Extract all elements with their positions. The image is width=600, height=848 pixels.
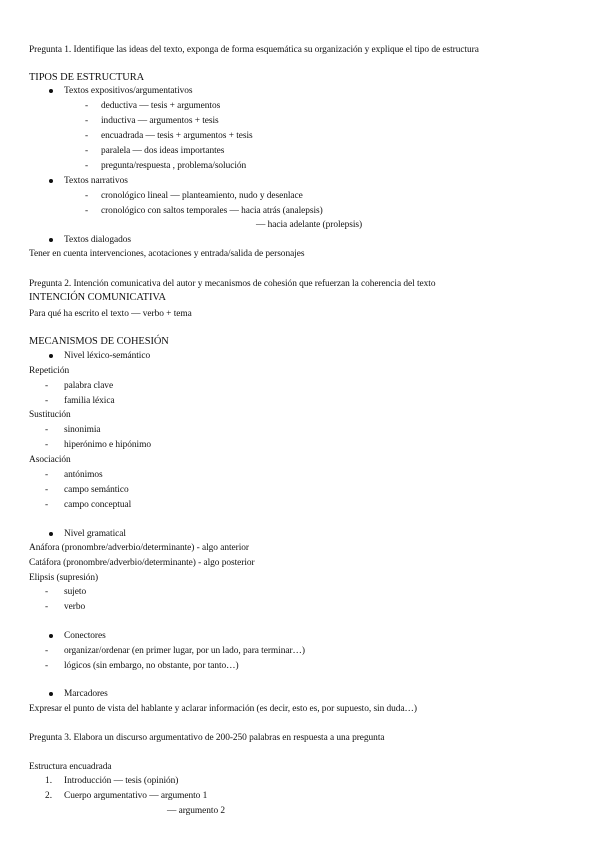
list-item: sinonimia [64,425,101,435]
list-item: lógicos (sin embargo, no obstante, por tanto…) [64,661,239,671]
dash-marker: - [45,470,49,480]
list-item: cronológico con saltos temporales — hacia atrás (analepsis) [101,206,323,216]
substitution-label: Sustitución [29,410,71,420]
list-item: cronológico lineal — planteamiento, nudo y desenlace [101,191,303,201]
dash-marker: - [45,602,49,612]
list-item: palabra clave [64,381,114,391]
association-label: Asociación [29,455,71,465]
dash-marker: - [85,116,89,126]
bullet-dot [49,179,53,183]
list-item: familia léxica [64,396,115,406]
dash-marker: - [45,500,49,510]
bullet-dot [49,634,53,638]
list-item: campo semántico [64,485,129,495]
list-item: antónimos [64,470,103,480]
dash-marker: - [45,485,49,495]
dash-marker: - [85,206,89,216]
intention-text: Para qué ha escrito el texto — verbo + tema [29,309,192,319]
dash-marker: - [45,661,49,671]
numbered-item: Cuerpo argumentativo — argumento 1 [64,791,208,801]
dash-marker: - [85,131,89,141]
list-item: inductiva — argumentos + tesis [101,116,219,126]
markers-text: Expresar el punto de vista del hablante y aclarar información (es decir, esto es, por supuesto, sin duda…) [29,704,417,714]
intention-heading: INTENCIÓN COMUNICATIVA [29,292,166,303]
dash-marker: - [45,425,49,435]
anaphora-text: Anáfora (pronombre/adverbio/determinante) - algo anterior [29,543,249,553]
connectors-label: Conectores [64,631,106,641]
structure-types-heading: TIPOS DE ESTRUCTURA [29,72,145,83]
dialogue-label: Textos dialogados [64,235,131,245]
dash-marker: - [45,646,49,656]
bullet-dot [49,532,53,536]
dash-marker: - [45,587,49,597]
bullet-dot [49,89,53,93]
bullet-dot [49,354,53,358]
lexical-level-label: Nivel léxico-semántico [64,351,151,361]
numbered-item: Introducción — tesis (opinión) [64,776,179,786]
grammatical-level-label: Nivel gramatical [64,529,126,539]
question-3-prompt: Pregunta 3. Elabora un discurso argumentativo de 200-250 palabras en respuesta a una pregunta [29,733,385,743]
structure-label: Estructura encuadrada [29,762,112,772]
list-item: organizar/ordenar (en primer lugar, por un lado, para terminar…) [64,646,305,656]
mechanisms-heading: MECANISMOS DE COHESIÓN [29,336,169,347]
ellipsis-label: Elipsis (supresión) [29,573,99,583]
narrative-label: Textos narrativos [64,176,128,186]
markers-label: Marcadores [64,689,108,699]
dash-marker: - [85,161,89,171]
list-item-continuation: — hacia adelante (prolepsis) [256,220,363,230]
question-1-prompt: Pregunta 1. Identifique las ideas del texto, exponga de forma esquemática su organización y explique el tipo de estructura [29,45,479,55]
list-item: pregunta/respuesta , problema/solución [101,161,247,171]
dash-marker: - [85,146,89,156]
dash-marker: - [85,101,89,111]
list-item: paralela — dos ideas importantes [101,146,225,156]
dash-marker: - [85,191,89,201]
list-number: 2. [45,791,53,801]
list-item: verbo [64,602,86,612]
list-item: hiperónimo e hipónimo [64,440,151,450]
numbered-item-continuation: — argumento 2 [167,806,226,816]
list-number: 1. [45,776,53,786]
list-item: campo conceptual [64,500,132,510]
cataphora-text: Catáfora (pronombre/adverbio/determinante) - algo posterior [29,558,255,568]
dash-marker: - [45,396,49,406]
dash-marker: - [45,440,49,450]
bullet-dot [49,692,53,696]
question-2-prompt: Pregunta 2. Intención comunicativa del autor y mecanismos de cohesión que refuerzan la coherencia del texto [29,279,436,289]
note-text: Tener en cuenta intervenciones, acotaciones y entrada/salida de personajes [29,249,305,259]
repetition-label: Repetición [29,366,70,376]
bullet-dot [49,238,53,242]
list-item: deductiva — tesis + argumentos [101,101,221,111]
expository-label: Textos expositivos/argumentativos [64,86,193,96]
dash-marker: - [45,381,49,391]
list-item: sujeto [64,587,87,597]
list-item: encuadrada — tesis + argumentos + tesis [101,131,253,141]
